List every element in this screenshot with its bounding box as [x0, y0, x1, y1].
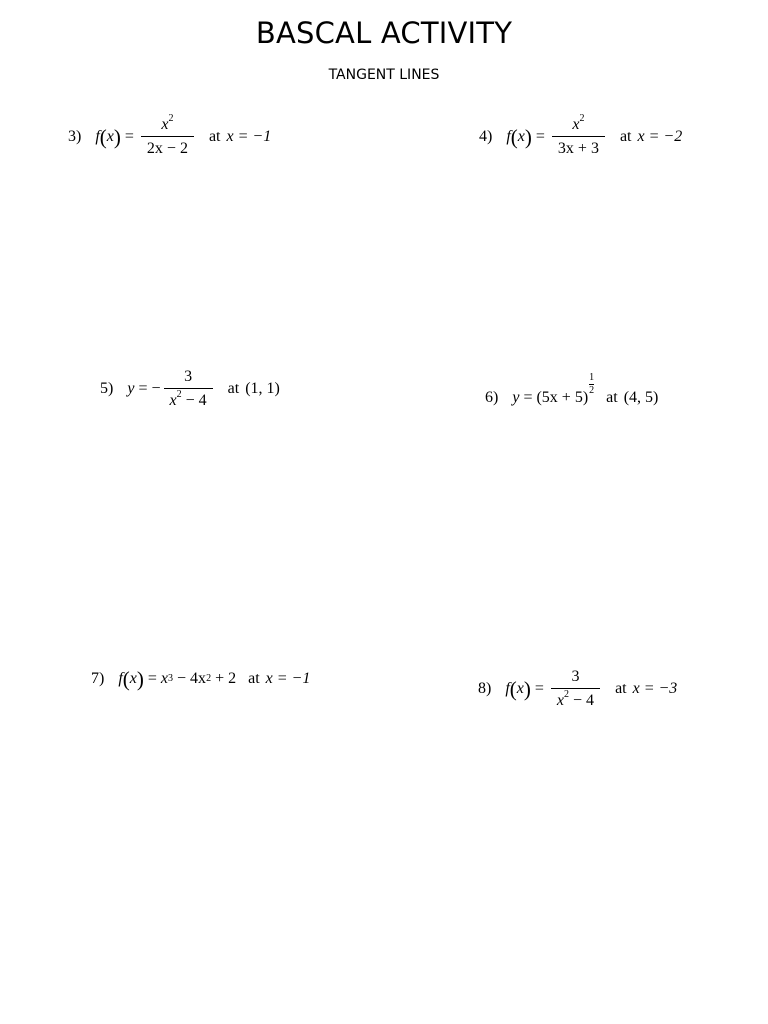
fraction — [164, 368, 213, 409]
problem-number: 4) — [479, 127, 493, 145]
denominator-base: x — [556, 691, 565, 709]
numerator-base: x — [572, 116, 580, 133]
fraction — [552, 113, 605, 157]
at-label: at — [619, 127, 632, 145]
problem-4: 4) f ( x ) = $\frac{x^2}{3x + 3}$ at x = −2 — [479, 113, 683, 157]
function-variable: x — [106, 127, 114, 145]
term-2: − 4x — [177, 669, 207, 687]
denominator: 3x + 3 — [552, 136, 605, 158]
base-expression: (5x + 5) — [536, 388, 589, 406]
problem-7: 7) f ( x ) = x 3 − 4x 2 + 2 at x = −1 — [91, 667, 311, 691]
function-variable: x — [517, 127, 525, 145]
problem-8: 8) f ( x ) = $\frac{3}{x^2 - 4}$ at x = −3 — [478, 668, 678, 709]
problem-5: 5) y = − $\frac{3}{x^2 - 4}$ at (1, 1) — [100, 368, 280, 409]
denominator: 2x − 2 — [141, 136, 194, 158]
function-name: y — [512, 388, 520, 406]
exponent-numerator: 1 — [589, 372, 595, 383]
problem-number: 5) — [100, 379, 114, 397]
denominator-exponent: 2 — [564, 688, 570, 700]
condition: x = −3 — [632, 679, 678, 697]
worksheet-subtitle: TANGENT LINES — [328, 67, 440, 83]
negative-sign: − — [151, 379, 161, 397]
condition: x = −1 — [265, 669, 311, 687]
function-variable: x — [516, 679, 524, 697]
function-name: f — [506, 127, 511, 145]
at-label: at — [615, 679, 627, 697]
condition: x = −2 — [637, 127, 683, 145]
fraction — [141, 113, 194, 157]
numerator: 3 — [571, 668, 580, 685]
denominator-base: x — [169, 391, 177, 409]
point: (1, 1) — [245, 379, 280, 397]
problem-number: 7) — [91, 669, 105, 687]
at-label: at — [227, 379, 240, 397]
problem-3: 3) f ( x ) = $\frac{x^2}{2x - 2}$ at x = −1 — [68, 113, 272, 157]
function-name: f — [505, 679, 510, 697]
problem-6: 6) y = (5x + 5) $\frac{1}{2}$ at (4, 5) — [485, 372, 659, 406]
term-1: x — [160, 669, 169, 687]
denominator-exponent: 2 — [176, 388, 182, 400]
point: (4, 5) — [623, 388, 659, 406]
function-variable: x — [129, 669, 137, 687]
problem-number: 6) — [485, 388, 499, 406]
numerator-exponent: 2 — [168, 113, 174, 124]
denominator-rest: − 4 — [185, 391, 207, 409]
function-name: f — [118, 669, 123, 687]
exponent-denominator: 2 — [589, 385, 595, 396]
problem-number: 8) — [478, 679, 492, 697]
at-label: at — [248, 669, 260, 687]
at-label: at — [208, 127, 221, 145]
worksheet-title: BASCAL ACTIVITY — [255, 16, 513, 50]
at-label: at — [606, 388, 618, 406]
problem-number: 3) — [68, 127, 82, 145]
function-name: f — [95, 127, 100, 145]
term-3: + 2 — [215, 669, 237, 687]
function-name: y — [127, 379, 135, 397]
exponent-fraction — [589, 373, 594, 396]
denominator-rest: − 4 — [573, 691, 595, 709]
fraction — [551, 668, 600, 709]
numerator: 3 — [184, 368, 193, 385]
condition: x = −1 — [226, 127, 272, 145]
numerator-base: x — [161, 116, 169, 133]
numerator-exponent: 2 — [579, 113, 585, 124]
